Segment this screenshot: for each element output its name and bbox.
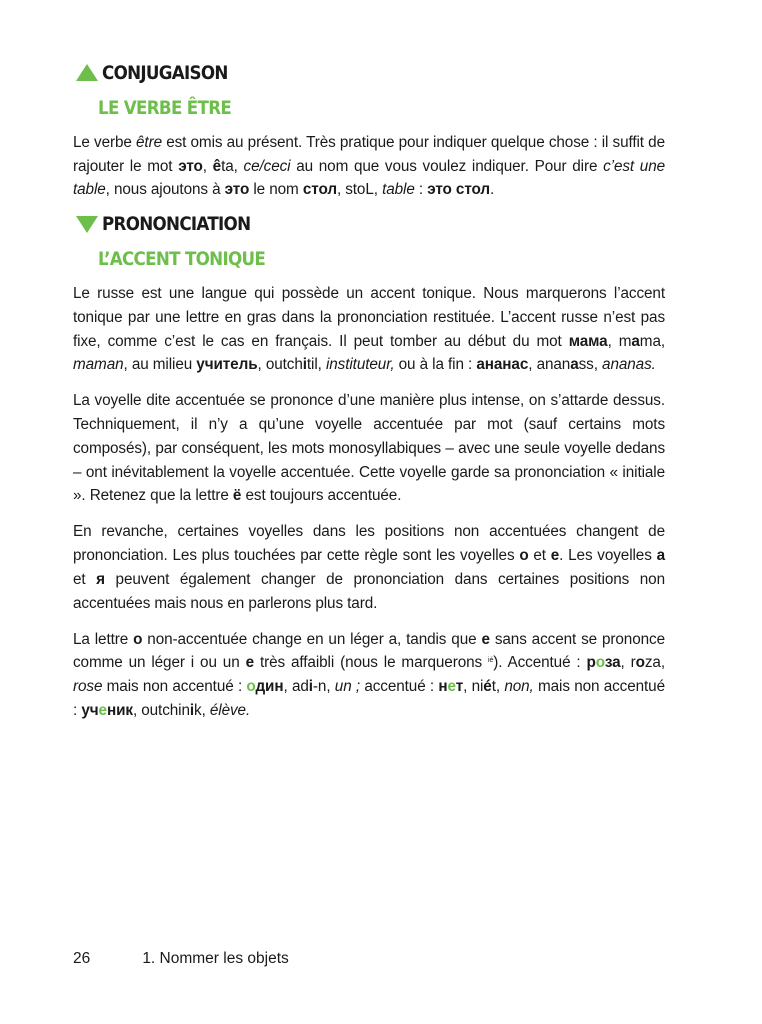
text-run: , anan — [528, 356, 571, 374]
text-run: accentué : — [360, 678, 439, 696]
section-header-conjugaison — [75, 58, 665, 88]
bold-text: это — [178, 157, 203, 175]
bold-text: i — [189, 701, 195, 719]
text-run: , ni — [463, 678, 484, 696]
bold-text: ник — [106, 701, 133, 719]
bold-text: р — [586, 654, 596, 672]
page-footer — [73, 950, 289, 968]
text-run: très affaibli (nous le marquerons — [254, 654, 488, 672]
bold-text: н — [438, 678, 448, 696]
text-run: til, — [306, 356, 326, 374]
text-run: , m — [607, 332, 632, 350]
text-run: ss, — [578, 356, 603, 374]
text-run: mais non accentué : — [73, 678, 665, 719]
bold-text: учитель — [196, 356, 258, 374]
triangle-up-icon — [75, 64, 99, 82]
text-run: et — [528, 547, 551, 565]
section-title: PRONONCIATION — [102, 213, 251, 236]
text-run: est omis au présent. Très pratique pour indiquer quelque chose : il suffit de rajouter le mot — [73, 134, 665, 175]
section-header-prononciation — [75, 209, 665, 239]
paragraph — [73, 628, 665, 723]
italic-text: un ; — [334, 678, 361, 696]
text-run: za, — [644, 654, 665, 672]
section-subtitle: LE VERBE ÊTRE — [98, 97, 232, 119]
bold-text: ё — [232, 487, 242, 505]
text-run: Le verbe — [73, 134, 137, 151]
italic-text: être — [136, 134, 162, 151]
bold-text: a — [631, 332, 640, 350]
bold-text: е — [245, 654, 254, 672]
bold-text: е — [98, 701, 107, 719]
bold-text: это — [224, 181, 250, 199]
bold-text: стол — [302, 181, 337, 199]
bold-text: это стол — [427, 181, 490, 199]
italic-text: instituteur, — [325, 356, 395, 374]
text-run: est toujours accentuée. — [241, 487, 402, 505]
text-run: , r — [620, 654, 636, 672]
bold-text: i — [302, 356, 307, 374]
text-run: , ad — [283, 678, 309, 696]
bold-text: уч — [81, 701, 99, 719]
bold-text: о — [133, 630, 143, 648]
text-run: La lettre — [73, 630, 134, 648]
text-run: : — [414, 181, 428, 199]
bold-text: т — [455, 678, 464, 696]
text-run: Le russe est une langue qui possède un accent tonique. Nous marquerons l’accent tonique par une lettre en gras dans la prononciation restituée. L’accent russe n’est pas fixe, comme c’est le cas en français. Il peut tomber au début du mot — [73, 285, 665, 350]
bold-text: мама — [568, 332, 608, 350]
paragraph — [73, 282, 665, 377]
text-run: ta, — [221, 157, 244, 175]
text-run: k, — [194, 701, 210, 719]
text-run: , outch — [257, 356, 303, 374]
page-number: 26 — [73, 950, 91, 967]
text-run: , au milieu — [123, 356, 197, 374]
italic-text: non, — [504, 678, 534, 696]
text-run: , outchin — [132, 701, 190, 719]
bold-text: a — [570, 356, 579, 374]
text-run: peuvent également changer de prononciation dans certaines positions non accentuées mais nous en parlerons plus tard. — [73, 570, 665, 612]
bold-text: я — [96, 570, 105, 588]
text-run: et — [73, 570, 97, 588]
text-run: , stoL, — [336, 181, 383, 199]
paragraph — [73, 131, 665, 202]
text-run: En revanche, certaines voyelles dans les positions non accentuées changent de prononciation. Les plus touchées par cette règle sont les voyelles — [73, 523, 665, 565]
bold-text: за — [604, 654, 621, 672]
text-run: La voyelle dite accentuée se prononce d’une manière plus intense, on s’attarde dessus. Techniquement, il n’y a qu’une voyelle accentuée par mot (sauf certains mots composés), par conséquent, les mots monosyllabiques – avec une seule voyelle dedans – ont inévitablement la voyelle accentuée. Cette voyelle garde sa prononciation « initiale ». Retenez que la lettre — [73, 392, 665, 505]
text-run: . Les voyelles — [559, 547, 657, 565]
italic-text: table — [382, 181, 415, 199]
text-run: au nom que vous voulez indiquer. Pour dire — [290, 157, 604, 175]
text-run: le nom — [249, 181, 303, 199]
chapter-title: 1. Nommer les objets — [142, 950, 289, 967]
italic-text: maman — [73, 356, 124, 374]
bold-text: е — [550, 547, 560, 565]
text-run: sans accent se prononce comme un léger i ou un — [73, 630, 665, 672]
text-run: , nous ajoutons à — [105, 181, 225, 199]
bold-text: а — [656, 547, 665, 565]
text-run: ou à la fin : — [394, 356, 477, 374]
bold-text: é — [483, 678, 492, 696]
italic-text: élève. — [209, 701, 251, 719]
bold-text: ананас — [476, 356, 529, 374]
bold-text: о — [519, 547, 529, 565]
bold-text: o — [635, 654, 645, 672]
italic-text: rose — [73, 678, 103, 696]
bold-text: о — [595, 654, 605, 672]
bold-text: о — [246, 678, 256, 696]
text-run: t, — [491, 678, 505, 696]
bold-text: дин — [255, 678, 284, 696]
paragraph — [73, 389, 665, 508]
italic-text: ce/ceci — [243, 157, 291, 175]
triangle-down-icon — [75, 215, 99, 233]
text-run: , — [202, 157, 213, 175]
bold-text: е — [481, 630, 490, 648]
section-subtitle: L’ACCENT TONIQUE — [98, 248, 266, 271]
italic-text: ananas. — [602, 356, 656, 374]
text-run: -n, — [312, 678, 335, 696]
bold-text: i — [308, 678, 313, 696]
paragraph — [73, 520, 665, 615]
text-run: non-accentuée change en un léger a, tandis que — [142, 630, 482, 648]
bold-text: ê — [212, 157, 222, 175]
text-run: ). Accentué : — [493, 654, 587, 672]
superscript: ié — [488, 657, 494, 665]
bold-text: е — [447, 678, 456, 696]
italic-text: c’est une table — [73, 157, 666, 199]
text-run: mais non accentué : — [102, 678, 247, 696]
section-title: CONJUGAISON — [102, 62, 228, 84]
text-run: ma, — [639, 332, 665, 350]
text-run: . — [490, 181, 495, 199]
page-content — [73, 58, 665, 723]
